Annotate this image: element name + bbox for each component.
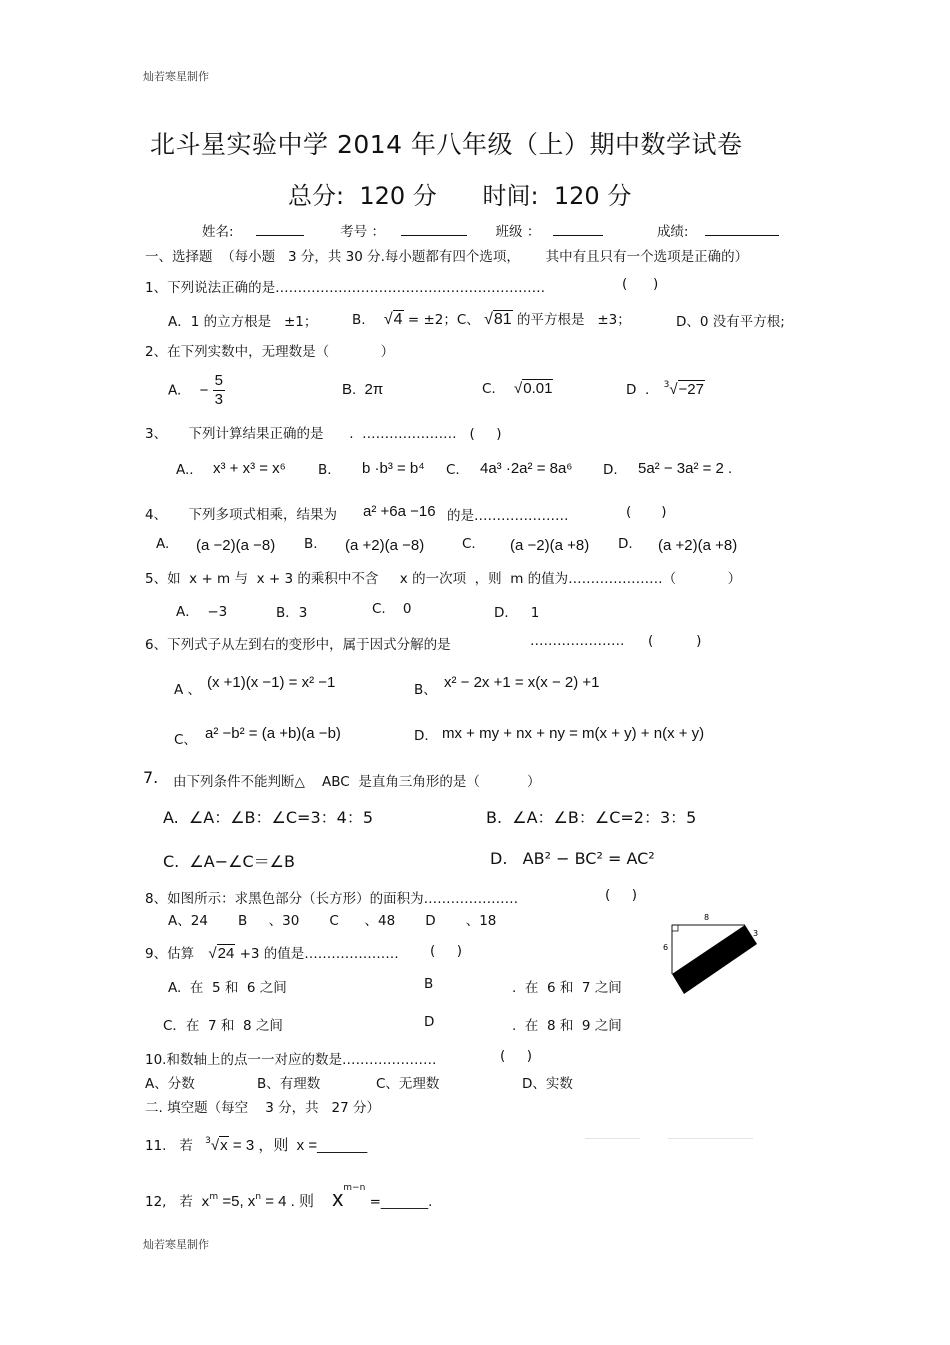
q4-b-label: B. [304, 536, 318, 552]
q9-b-label: B [424, 976, 434, 992]
q2-d-index: 3 [663, 380, 670, 390]
q5-option-d: D． 1 [494, 605, 540, 621]
q6-d-expr: mx + my + nx + ny = m(x + y) + n(x + y) [442, 725, 705, 742]
q5-option-a: A． −3 [176, 604, 228, 620]
exam-title: 北斗星实验中学 2014 年八年级（上）期中数学试卷 [150, 130, 743, 159]
q2-a-denominator: 3 [214, 391, 223, 408]
q2-a-sign: − [199, 382, 209, 399]
q12-mid2: = 4 . 则 [261, 1193, 314, 1210]
info-line [202, 220, 779, 240]
q10-paren: ( ) [500, 1048, 532, 1064]
q4-stem: 4、 下列多项式相乘，结果为 [145, 507, 338, 523]
q8-label-right: 3 [753, 929, 759, 938]
q8-label-left: 6 [663, 943, 669, 952]
q9-stem [145, 942, 399, 962]
q2-option-b: B. 2π [342, 381, 384, 398]
q12-pre: 12, 若 x [145, 1194, 210, 1210]
q2-d-radical: √−27 [669, 381, 704, 398]
q12-post: =_______. [365, 1194, 433, 1210]
q3-b-expr: b ·b³ = b⁴ [362, 460, 425, 477]
q7-stem: 由下列条件不能判断△ ABC 是直角三角形的是（ ） [173, 774, 541, 790]
q7-number: 7. [143, 768, 159, 787]
q6-a-label: A 、 [174, 682, 202, 698]
name-label: 姓名: [202, 224, 234, 240]
q3-a-expr: x³ + x³ = x⁶ [213, 460, 286, 477]
q4-d-expr: (a +2)(a +8) [658, 537, 738, 554]
q4-a-label: A. [156, 536, 170, 552]
q11-pre: 11. 若 [145, 1138, 193, 1154]
q12 [145, 1183, 432, 1212]
q7-option-c: C. ∠A−∠C＝∠B [163, 852, 295, 871]
q1-c-radical: √81 [484, 311, 512, 328]
section-2-heading: 二. 填空题（每空 3 分，共 27 分） [145, 1100, 380, 1116]
score-label: 成绩: [656, 224, 689, 240]
q4-tail: 的是………………… [447, 508, 569, 524]
q3-a-label: A.. [176, 462, 194, 478]
q10-option-a: A、分数 [145, 1076, 195, 1092]
q11-radical: √x [210, 1137, 228, 1154]
q9-radicand: 24 [217, 945, 235, 962]
page-header: 灿若寒星制作 [143, 70, 209, 83]
q6-dots: ………………… [530, 633, 625, 649]
q8-stem: 8、如图所示：求黑色部分（长方形）的面积为………………… [145, 891, 519, 907]
q11-radicand: x [220, 1137, 228, 1154]
q10-option-c: C、无理数 [376, 1076, 440, 1092]
q10-option-b: B、有理数 [257, 1076, 321, 1092]
q5-stem: 5、如 x + m 与 x + 3 的乘积中不含 x 的一次项 ，则 m 的值为…………………（ ） [145, 571, 742, 587]
q6-stem: 6、下列式子从左到右的变形中，属于因式分解的是 [145, 637, 451, 653]
q9-option-c: C．在 7 和 8 之间 [163, 1018, 283, 1034]
q3-d-expr: 5a² − 3a² = 2 . [638, 460, 733, 477]
q2-c-label: C. [482, 381, 496, 397]
q1-b-label: B. [352, 312, 366, 328]
q8-right-angle-mark [672, 925, 678, 931]
q3-stem: 3、 下列计算结果正确的是 . ………………… ( ) [145, 426, 502, 442]
page-footer: 灿若寒星制作 [143, 1238, 209, 1251]
q1-c-rest: 的平方根是 ±3； [516, 312, 631, 328]
exam-subtitle: 总分: 120 分 时间: 120 分 [288, 182, 632, 210]
q2-stem: 2、在下列实数中，无理数是（ ） [145, 344, 395, 360]
q4-a-expr: (a −2)(a −8) [196, 537, 276, 554]
q1-b-radicand: 4 [393, 311, 403, 328]
q3-c-expr: 4a³ ·2a² = 8a⁶ [480, 460, 573, 477]
q12-x: x [332, 1186, 344, 1211]
q1-c-radicand: 81 [493, 311, 512, 328]
q11-index: 3 [205, 1136, 211, 1146]
q2-option-d [626, 380, 705, 398]
q6-d-label: D. [414, 728, 429, 744]
name-field[interactable] [256, 235, 304, 236]
q4-b-expr: (a +2)(a −8) [345, 537, 425, 554]
q9-paren: ( ) [430, 943, 462, 959]
score-field[interactable] [705, 235, 779, 236]
q9-radical: √24 [208, 945, 235, 962]
q2-a-fraction [213, 372, 225, 409]
q8-label-top: 8 [704, 913, 710, 922]
q8-black-rectangle [672, 925, 757, 994]
exam-no-label: 考号 ： [340, 224, 385, 240]
q2-c-radicand: 0.01 [523, 380, 553, 397]
q3-d-label: D. [603, 462, 618, 478]
q9-stem-post: +3 的值是………………… [239, 946, 399, 962]
q4-expr: a² +6a −16 [363, 503, 436, 520]
q6-b-expr: x² − 2x +1 = x(x − 2) +1 [444, 674, 600, 691]
q2-d-label: D . [626, 382, 650, 398]
q1-stem: 1、下列说法正确的是…………………………………………………… [145, 280, 546, 296]
q5-option-c: C. 0 [372, 601, 412, 617]
q1-option-a: A．1 的立方根是 ±1； [168, 314, 318, 330]
q4-c-expr: (a −2)(a +8) [510, 537, 590, 554]
faint-line [585, 1138, 640, 1139]
q12-exp-m: m [209, 1192, 219, 1202]
q2-a-label: A. [168, 382, 182, 399]
q10-option-d: D、实数 [522, 1076, 573, 1092]
q7-option-d: D. AB² − BC² = AC² [490, 849, 655, 868]
q4-d-label: D. [618, 536, 633, 552]
q2-option-c [482, 380, 553, 397]
q1-option-d: D、0 没有平方根; [676, 314, 785, 330]
q6-c-label: C、 [174, 732, 197, 748]
q11-post: = 3 ，则 x =______ [232, 1137, 368, 1154]
q6-a-expr: (x +1)(x −1) = x² −1 [207, 674, 336, 691]
q5-option-b: B．3 [276, 605, 308, 621]
q3-option-a [176, 462, 194, 478]
q7-option-b: B. ∠A：∠B：∠C=2：3：5 [486, 808, 697, 827]
q8-options: A、24 B 、30 C 、48 D 、18 [168, 913, 497, 929]
q1-b-rest: = ±2；C、 [407, 312, 480, 328]
q3-b-label: B. [318, 462, 332, 478]
q2-d-radicand: −27 [678, 381, 704, 398]
class-label: 班级 ： [495, 224, 541, 240]
q8-figure [660, 908, 770, 1008]
section-1-heading: 一、选择题 （每小题 3 分，共 30 分.每小题都有四个选项， 其中有且只有一个选项是正确的） [145, 249, 749, 265]
q12-exp-n: n [255, 1192, 262, 1202]
q6-paren: ( ) [648, 633, 702, 649]
q3-c-label: C. [446, 462, 460, 478]
exam-no-field[interactable] [401, 235, 467, 236]
q9-stem-pre: 9、估算 [145, 946, 195, 962]
q9-option-a: A. 在 5 和 6 之间 [168, 980, 287, 996]
faint-line [668, 1138, 753, 1139]
q4-paren: ( ) [626, 504, 667, 520]
q2-c-radical: √0.01 [514, 380, 553, 397]
q2-a-numerator: 5 [214, 372, 223, 389]
q10-stem: 10.和数轴上的点一一对应的数是………………… [145, 1052, 437, 1068]
q1-b-radical: √4 [383, 311, 403, 328]
q12-exp-mn: m−n [343, 1183, 366, 1193]
q1-option-bc [352, 308, 631, 329]
q9-option-b: . 在 6 和 7 之间 [512, 980, 622, 996]
q2-option-a [168, 372, 225, 409]
q6-b-label: B、 [414, 682, 437, 698]
q8-paren: ( ) [605, 887, 637, 903]
q6-c-expr: a² −b² = (a +b)(a −b) [205, 725, 341, 742]
class-field[interactable] [553, 235, 603, 236]
q9-d-label: D [424, 1014, 435, 1030]
q11 [145, 1134, 367, 1155]
q1-paren: ( ) [622, 276, 659, 292]
q9-option-d: . 在 8 和 9 之间 [512, 1018, 622, 1034]
q4-c-label: C. [462, 536, 476, 552]
q7-option-a: A. ∠A：∠B：∠C=3：4：5 [163, 808, 373, 827]
q12-mid: =5, x [218, 1193, 256, 1210]
